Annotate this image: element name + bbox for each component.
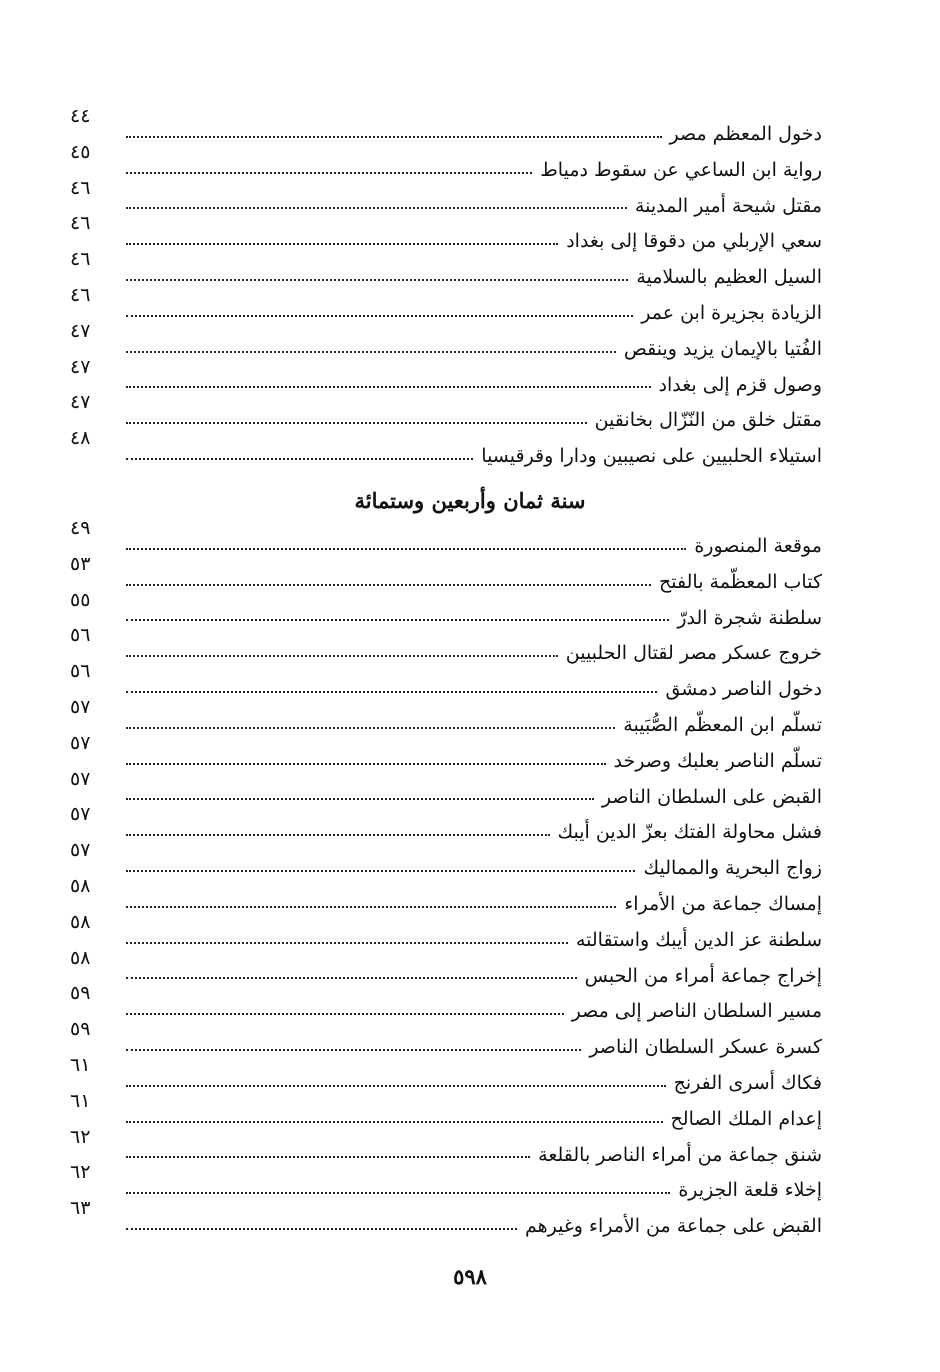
leader-dots [126, 691, 657, 693]
toc-entry-title: إخراج جماعة أمراء من الحبس [584, 964, 822, 987]
toc-entry-page: ٦٢ [70, 1161, 91, 1184]
toc-entry-title: دخول المعظم مصر [669, 123, 822, 145]
toc-entry-title: تسلّم الناصر بعلبك وصرخد [613, 749, 822, 772]
toc-entry-page: ٤٦ [70, 176, 91, 199]
leader-dots [126, 798, 594, 800]
toc-entry [70, 105, 822, 146]
leader-dots [126, 977, 577, 979]
leader-dots [126, 1049, 581, 1051]
toc-entry-page: ٥٦ [70, 624, 91, 647]
toc-entry-page: ٤٦ [70, 212, 91, 235]
toc-entry-page: ٤٧ [70, 355, 91, 378]
toc-entry-title: مقتل خلق من النّزّال بخانقين [594, 409, 822, 432]
toc-entry [70, 1089, 822, 1131]
toc-entry-title: رواية ابن الساعي عن سقوط دمياط [540, 158, 822, 181]
leader-dots [126, 1156, 530, 1158]
toc-list-section-2 [70, 517, 822, 1238]
toc-entry-page: ٤٧ [70, 391, 91, 414]
toc-entry-page: ٤٤ [70, 105, 91, 127]
toc-entry-page: ٤٩ [70, 517, 91, 539]
toc-entry-page: ٥٧ [70, 695, 91, 718]
leader-dots [126, 279, 628, 281]
leader-dots [126, 655, 558, 657]
toc-entry-page: ٦٣ [70, 1197, 91, 1220]
toc-entry-title: مقتل شيحة أمير المدينة [634, 194, 822, 217]
toc-entry-page: ٥٥ [70, 588, 91, 611]
leader-dots [126, 1192, 670, 1194]
toc-entry-page: ٤٧ [70, 319, 91, 342]
toc-entry [70, 427, 822, 468]
leader-dots [126, 942, 568, 944]
toc-entry-title: مسير السلطان الناصر إلى مصر [571, 1000, 822, 1023]
toc-entry [70, 517, 822, 558]
toc-entry-title: إمساك جماعة من الأمراء [624, 892, 822, 915]
toc-entry [70, 176, 822, 218]
toc-entry [70, 731, 822, 773]
leader-dots [126, 906, 616, 908]
leader-dots [126, 1228, 517, 1230]
toc-entry-title: إخلاء قلعة الجزيرة [678, 1179, 822, 1202]
toc-entry [70, 212, 822, 253]
leader-dots [126, 172, 532, 174]
leader-dots [126, 136, 662, 138]
toc-list-section-1 [70, 105, 822, 468]
toc-entry-page: ٥٩ [70, 982, 91, 1005]
toc-entry [70, 355, 822, 397]
toc-entry-page: ٤٨ [70, 427, 91, 450]
toc-entry-page: ٤٥ [70, 140, 91, 163]
toc-entry-title: فكاك أسرى الفرنج [673, 1071, 822, 1094]
toc-entry-page: ٥٦ [70, 660, 91, 683]
leader-dots [126, 1121, 663, 1123]
toc-entry-title: دخول الناصر دمشق [665, 678, 822, 701]
toc-entry-page: ٥٧ [70, 839, 91, 862]
toc-entry-page: ٥٨ [70, 874, 91, 897]
toc-entry-title: الفُتيا بالإيمان يزيد وينقص [623, 337, 822, 360]
toc-entry-title: سلطنة عز الدين أيبك واستقالته [575, 928, 822, 951]
toc-entry [70, 1197, 822, 1238]
leader-dots [126, 1013, 564, 1015]
leader-dots [126, 351, 616, 353]
toc-entry-page: ٥٨ [70, 910, 91, 933]
toc-entry-title: كتاب المعظّمة بالفتح [659, 570, 822, 593]
toc-entry [70, 1053, 822, 1095]
toc-entry [70, 910, 822, 952]
leader-dots [126, 207, 627, 209]
toc-entry [70, 839, 822, 880]
leader-dots [126, 458, 473, 460]
toc-entry-title: استيلاء الحلبيين على نصيبين ودارا وقرقيسيا [481, 445, 822, 468]
leader-dots [126, 386, 651, 388]
toc-entry [70, 767, 822, 809]
leader-dots [126, 727, 615, 729]
toc-entry-title: خروج عسكر مصر لقتال الحلبيين [565, 642, 822, 665]
toc-entry-title: سلطنة شجرة الدرّ [677, 606, 822, 629]
toc-entry-title: الزيادة بجزيرة ابن عمر [641, 301, 822, 324]
toc-entry-page: ٤٦ [70, 283, 91, 306]
toc-entry-page: ٦١ [70, 1089, 91, 1112]
toc-entry-title: كسرة عسكر السلطان الناصر [589, 1036, 822, 1059]
toc-entry-title: فشل محاولة الفتك بعزّ الدين أيبك [557, 821, 822, 844]
toc-entry [70, 248, 822, 289]
section-heading: سنة ثمان وأربعين وستمائة [354, 488, 586, 513]
toc-entry-page: ٤٦ [70, 248, 91, 271]
toc-entry [70, 660, 822, 701]
toc-entry [70, 982, 822, 1023]
toc-entry [70, 552, 822, 594]
leader-dots [126, 422, 587, 424]
leader-dots [126, 834, 550, 836]
leader-dots [126, 1085, 666, 1087]
toc-entry [70, 1125, 822, 1167]
toc-entry-page: ٦٢ [70, 1125, 91, 1148]
toc-entry-page: ٥٧ [70, 803, 91, 826]
toc-entry [70, 588, 822, 630]
leader-dots [126, 619, 669, 621]
leader-dots [126, 870, 635, 872]
toc-entry [70, 319, 822, 361]
leader-dots [126, 315, 633, 317]
toc-entry-page: ٥٩ [70, 1018, 91, 1041]
toc-entry [70, 624, 822, 665]
toc-entry-page: ٥٣ [70, 552, 91, 575]
leader-dots [126, 548, 686, 550]
toc-entry-title: وصول قزم إلى بغداد [658, 373, 822, 396]
toc-entry-title: السيل العظيم بالسلامية [636, 266, 822, 289]
toc-entry [70, 140, 822, 182]
leader-dots [126, 584, 651, 586]
toc-entry-title: إعدام الملك الصالح [670, 1107, 822, 1130]
toc-entry-title: تسلّم ابن المعظّم الصُّبَيبة [623, 713, 822, 736]
toc-entry-title: زواج البحرية والمماليك [643, 857, 822, 880]
page-number: ٥٩٨ [453, 1264, 487, 1289]
toc-entry [70, 946, 822, 988]
toc-entry-title: شنق جماعة من أمراء الناصر بالقلعة [538, 1143, 822, 1166]
toc-entry-title: موقعة المنصورة [694, 535, 822, 557]
toc-entry-page: ٦١ [70, 1053, 91, 1076]
toc-entry-page: ٥٧ [70, 731, 91, 754]
toc-entry [70, 1161, 822, 1202]
toc-entry [70, 803, 822, 844]
leader-dots [126, 763, 606, 765]
toc-entry [70, 283, 822, 325]
toc-entry-title: القبض على جماعة من الأمراء وغيرهم [524, 1215, 822, 1238]
toc-entry [70, 1018, 822, 1059]
toc-entry-page: ٥٧ [70, 767, 91, 790]
toc-entry [70, 695, 822, 737]
toc-entry-page: ٥٨ [70, 946, 91, 969]
leader-dots [126, 243, 558, 245]
toc-entry [70, 874, 822, 916]
toc-entry-title: سعي الإربلي من دقوقا إلى بغداد [566, 230, 822, 253]
toc-entry [70, 391, 822, 432]
toc-entry-title: القبض على السلطان الناصر [601, 785, 822, 808]
